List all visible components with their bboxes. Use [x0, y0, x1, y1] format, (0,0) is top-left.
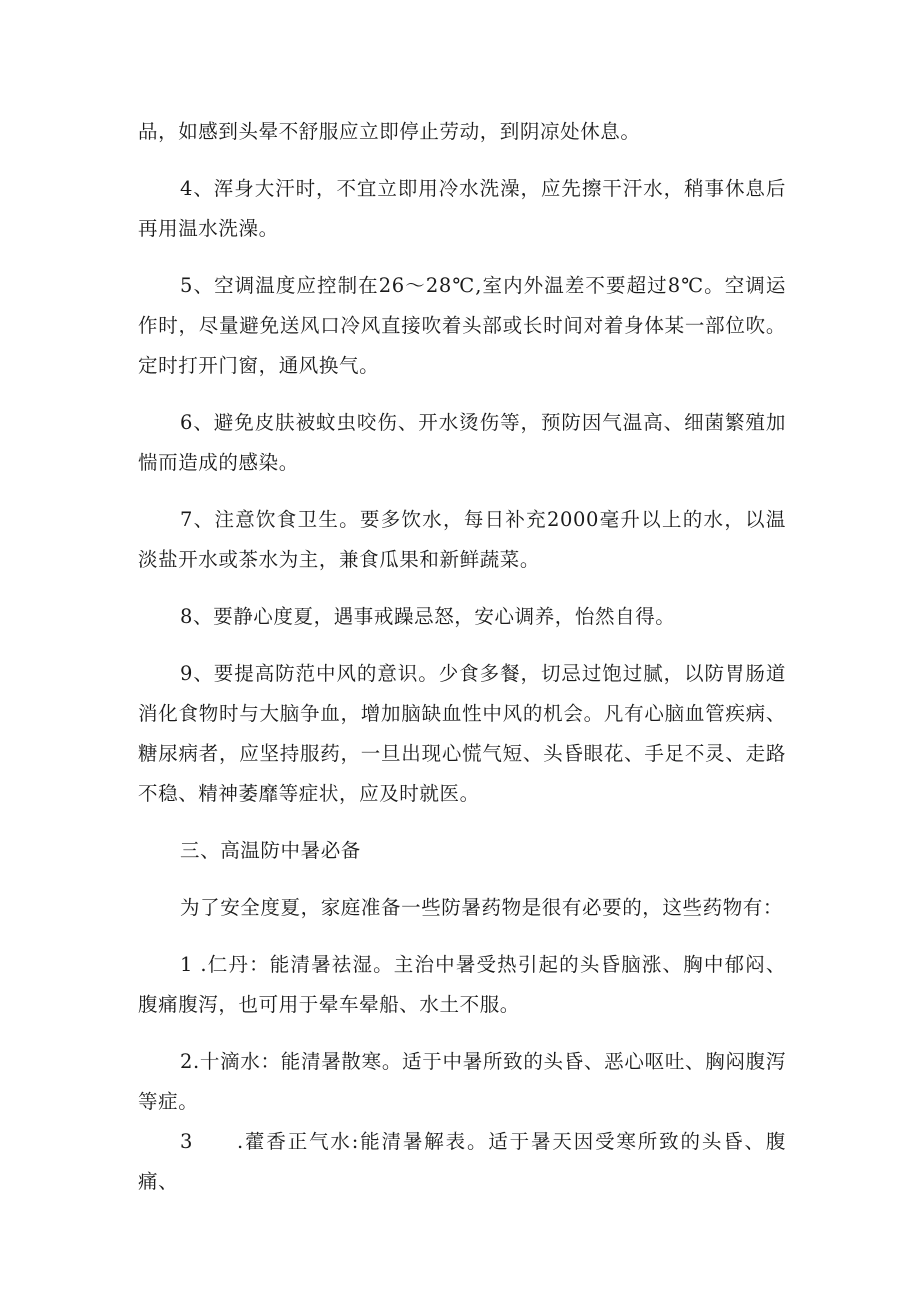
paragraph-continuation: 品，如感到头晕不舒服应立即停止劳动，到阴凉处休息。: [138, 120, 641, 143]
paragraph-item-9: 9、要提高防范中风的意识。少食多餐，切忌过饱过腻，以防胃肠道消化食物时与大脑争血，增加脑缺血性中风的机会。凡有心脑血管疾病、糖尿病者，应坚持服药，一旦出现心慌气短、头昏眼花、手足不灵、走路不稳、精神萎靡等症状，应及时就医。: [138, 662, 786, 805]
section-heading: 三、高温防中暑必备: [180, 839, 361, 862]
document-body: [138, 112, 786, 1219]
paragraph-item-5: 5、空调温度应控制在26～28℃,室内外温差不要超过8℃。空调运作时，尽量避免送风口冷风直接吹着头部或长时间对着身体某一部位吹。定时打开门窗，通风换气。: [138, 274, 786, 377]
medicine-item-1: 1 .仁丹：能清暑祛湿。主治中暑受热引起的头昏脑涨、胸中郁闷、腹痛腹泻，也可用于晕车晕船、水土不服。: [138, 953, 786, 1016]
paragraph-item-6: 6、避免皮肤被蚊虫咬伤、开水烫伤等，预防因气温高、细菌繁殖加惴而造成的感染。: [138, 411, 786, 474]
medicine-item-3: 3 .藿香正气水:能清暑解表。适于暑天因受寒所致的头昏、腹痛、: [138, 1130, 786, 1193]
paragraph-intro: 为了安全度夏，家庭准备一些防暑药物是很有必要的，这些药物有：: [180, 896, 784, 919]
paragraph-item-7: 7、注意饮食卫生。要多饮水，每日补充2000毫升以上的水，以温淡盐开水或茶水为主，兼食瓜果和新鲜蔬菜。: [138, 508, 786, 571]
paragraph-item-8: 8、要静心度夏，遇事戒躁忌怒，安心调养，怡然自得。: [180, 605, 676, 628]
paragraph-item-4: 4、浑身大汗时，不宜立即用冷水洗澡，应先擦干汗水，稍事休息后再用温水洗澡。: [138, 177, 786, 240]
medicine-item-2: 2.十滴水：能清暑散寒。适于中暑所致的头昏、恶心呕吐、胸闷腹泻等症。: [138, 1050, 786, 1113]
